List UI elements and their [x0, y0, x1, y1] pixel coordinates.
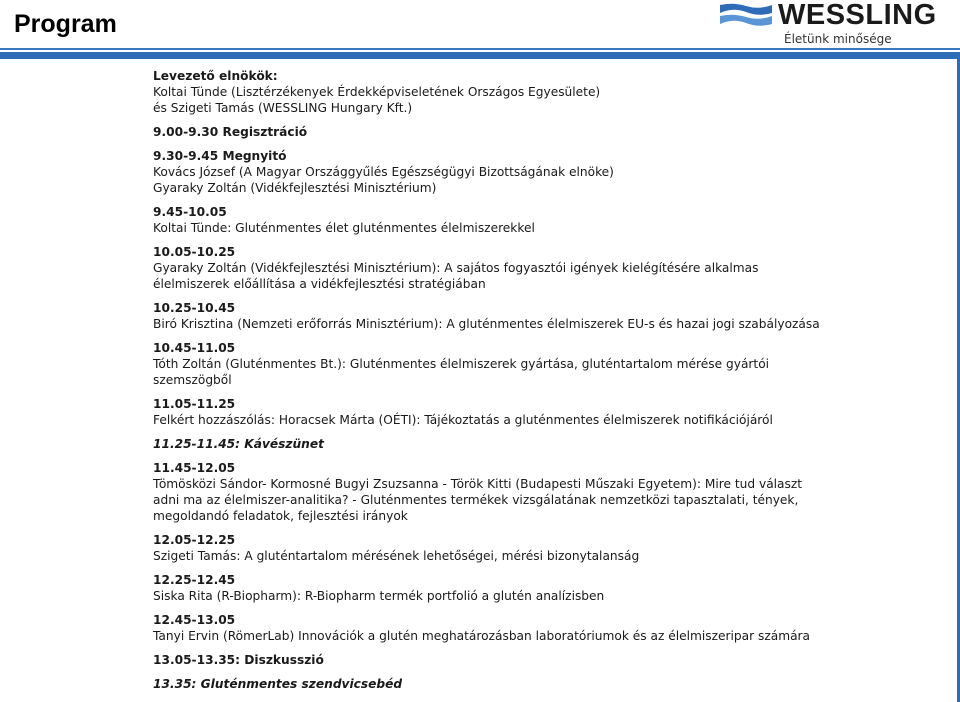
program-time-heading: 9.30-9.45 Megnyitó — [153, 149, 287, 163]
program-time-heading: 12.45-13.05 — [153, 613, 236, 627]
program-item — [153, 244, 943, 292]
logo-tagline: Életünk minősége — [784, 32, 892, 46]
program-description-line: és Szigeti Tamás (WESSLING Hungary Kft.) — [153, 101, 413, 115]
program-time-heading: 13.05-13.35: Diszkusszió — [153, 653, 324, 667]
program-item — [153, 532, 943, 564]
program-time-heading: 9.45-10.05 — [153, 205, 227, 219]
program-description-line: Tóth Zoltán (Gluténmentes Bt.): Gluténmentes élelmiszerek gyártása, gluténtartalom mérése gyártói — [153, 357, 770, 371]
program-item — [153, 460, 943, 524]
header-bar — [0, 52, 960, 59]
program-description-line: megoldandó feladatok, fejlesztési irányok — [153, 509, 408, 523]
program-item — [153, 652, 943, 668]
program-description-line: Felkért hozzászólás: Horacsek Márta (OÉTI): Tájékoztatás a gluténmentes élelmiszerek notifikációjáról — [153, 413, 773, 427]
program-time-heading: 12.25-12.45 — [153, 573, 236, 587]
program-description-line: Koltai Tünde: Gluténmentes élet gluténmentes élelmiszerekkel — [153, 221, 535, 235]
program-item — [153, 68, 943, 116]
program-item — [153, 612, 943, 644]
wave-logo-icon — [720, 3, 772, 27]
program-description-line: Tömösközi Sándor- Kormosné Bugyi Zsuzsanna - Török Kitti (Budapesti Műszaki Egyetem): Mire tud választ — [153, 477, 803, 491]
program-description-line: adni ma az élelmiszer-analitika? - Gluténmentes termékek vizsgálatának nemzetközi tapasztalati, tények, — [153, 493, 799, 507]
program-list — [153, 68, 943, 700]
program-time-heading: 9.00-9.30 Regisztráció — [153, 125, 308, 139]
program-item — [153, 436, 943, 452]
program-description-line: Tanyi Ervin (RömerLab) Innovációk a glutén meghatározásban laboratóriumok és az élelmiszeripar számára — [153, 629, 811, 643]
program-item — [153, 340, 943, 388]
program-time-heading: 12.05-12.25 — [153, 533, 236, 547]
program-time-heading: Levezető elnökök: — [153, 69, 278, 83]
program-time-heading: 10.25-10.45 — [153, 301, 236, 315]
program-time-heading: 10.45-11.05 — [153, 341, 236, 355]
program-time-heading: 11.45-12.05 — [153, 461, 236, 475]
program-item — [153, 204, 943, 236]
program-description-line: élelmiszerek előállítása a vidékfejlesztési stratégiában — [153, 277, 486, 291]
program-item — [153, 148, 943, 196]
program-item — [153, 300, 943, 332]
program-item — [153, 124, 943, 140]
program-description-line: Szigeti Tamás: A gluténtartalom mérésének lehetőségei, mérési bizonytalanság — [153, 549, 640, 563]
program-description-line: szemszögből — [153, 373, 232, 387]
program-time-heading: 11.25-11.45: Kávészünet — [153, 437, 324, 451]
program-description-line: Gyaraky Zoltán (Vidékfejlesztési Minisztérium): A sajátos fogyasztói igények kielégítésére alkalmas — [153, 261, 759, 275]
program-time-heading: 13.35: Gluténmentes szendvicsebéd — [153, 677, 403, 691]
program-time-heading: 10.05-10.25 — [153, 245, 236, 259]
program-description-line: Gyaraky Zoltán (Vidékfejlesztési Minisztérium) — [153, 181, 437, 195]
program-description-line: Biró Krisztina (Nemzeti erőforrás Minisztérium): A gluténmentes élelmiszerek EU-s és hazai jogi szabályozása — [153, 317, 820, 331]
header-divider — [0, 48, 960, 50]
program-description-line: Koltai Tünde (Lisztérzékenyek Érdekképviseletének Országos Egyesülete) — [153, 85, 601, 99]
program-item — [153, 572, 943, 604]
program-description-line: Siska Rita (R-Biopharm): R-Biopharm termék portfolió a glutén analízisben — [153, 589, 605, 603]
program-description-line: Kovács József (A Magyar Országgyűlés Egészségügyi Bizottságának elnöke) — [153, 165, 614, 179]
program-item — [153, 676, 943, 692]
wessling-logo — [718, 2, 950, 48]
page-title: Program — [14, 10, 117, 38]
program-time-heading: 11.05-11.25 — [153, 397, 236, 411]
logo-name: WESSLING — [778, 0, 937, 31]
program-item — [153, 396, 943, 428]
